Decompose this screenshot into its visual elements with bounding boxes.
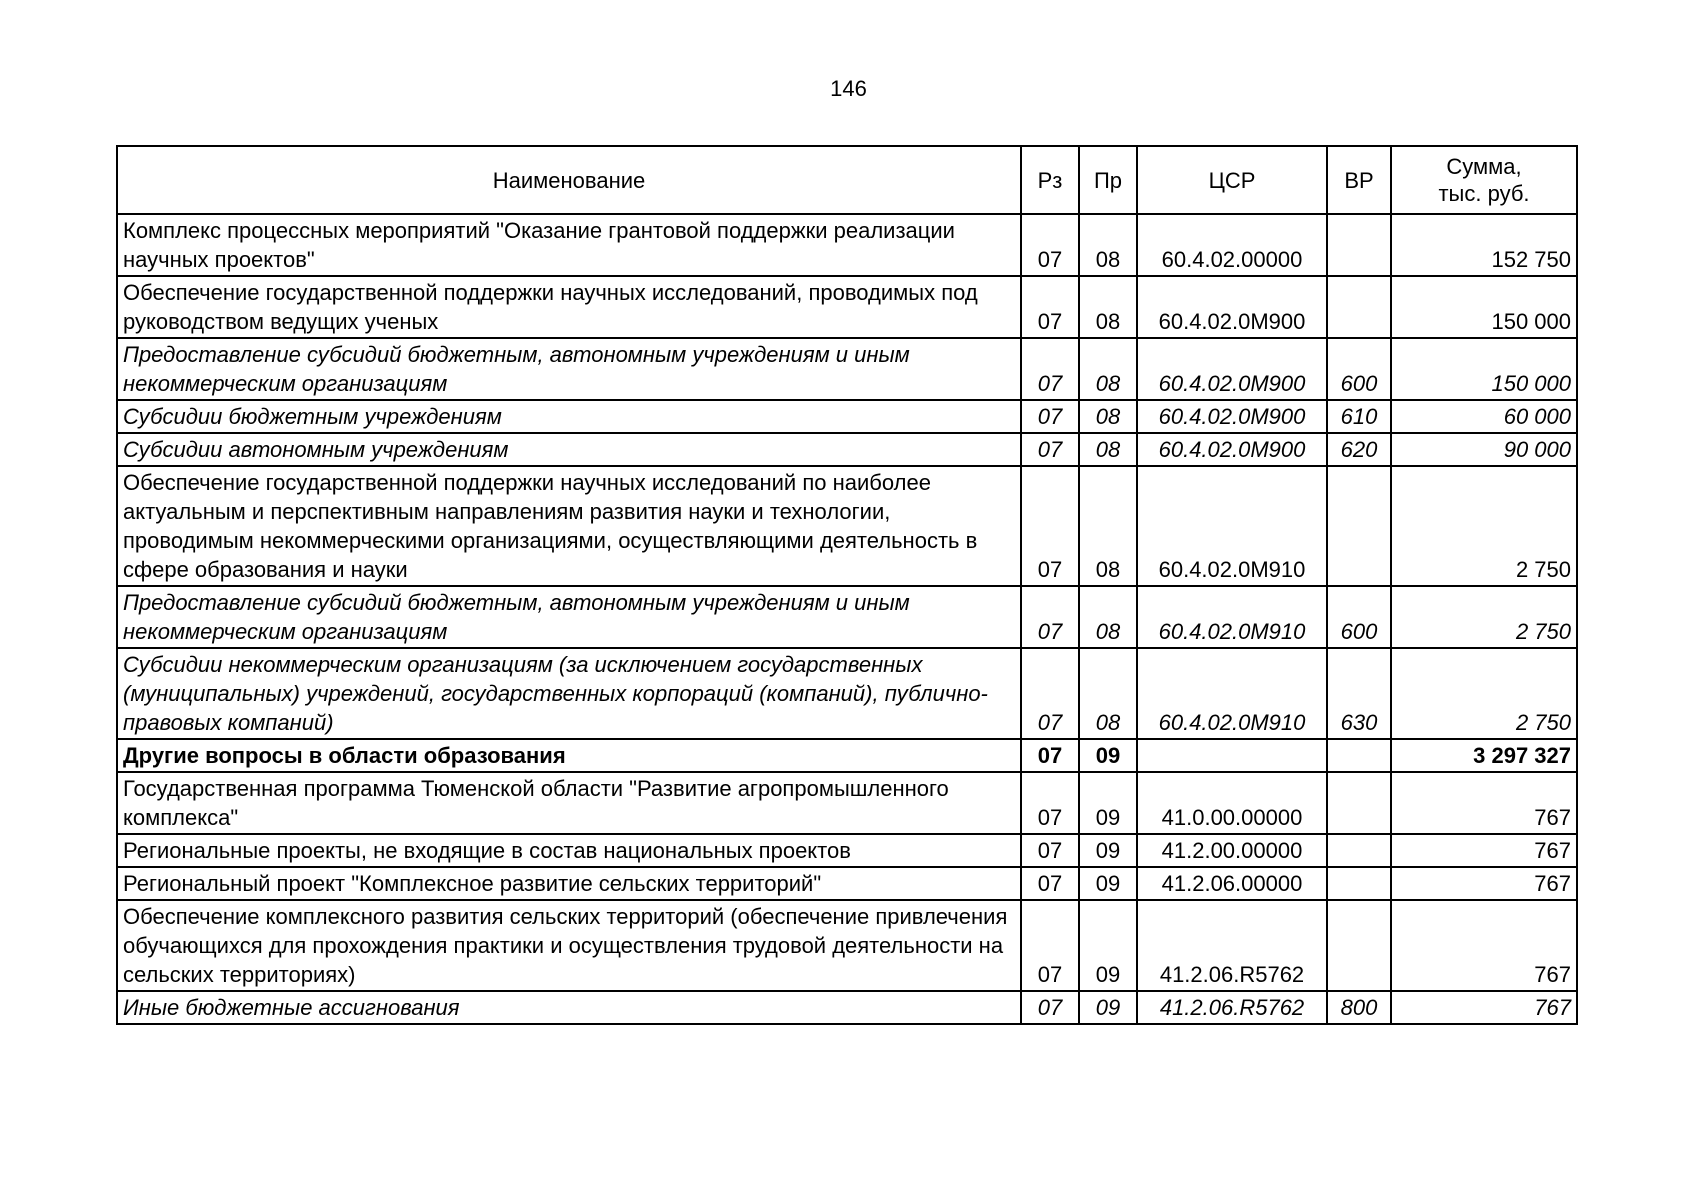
cell-csr	[1137, 739, 1327, 772]
cell-rz: 07	[1021, 214, 1079, 276]
cell-rz: 07	[1021, 276, 1079, 338]
cell-vr: 800	[1327, 991, 1391, 1024]
cell-pr: 08	[1079, 400, 1137, 433]
cell-sum: 767	[1391, 867, 1577, 900]
cell-name: Государственная программа Тюменской области "Развитие агропромышленного комплекса"	[117, 772, 1021, 834]
table-row	[117, 433, 1577, 466]
header-rz: Рз	[1021, 146, 1079, 214]
cell-sum: 2 750	[1391, 466, 1577, 586]
header-name: Наименование	[117, 146, 1021, 214]
table-row	[117, 834, 1577, 867]
cell-sum: 152 750	[1391, 214, 1577, 276]
cell-name: Обеспечение государственной поддержки научных исследований по наиболее актуальным и перспективным направлениям развития науки и технологии, проводимым некоммерческими организациями, осуществляющими деятельность в сфере образования и науки	[117, 466, 1021, 586]
header-vr: ВР	[1327, 146, 1391, 214]
cell-rz: 07	[1021, 900, 1079, 991]
cell-name: Комплекс процессных мероприятий "Оказание грантовой поддержки реализации научных проектов"	[117, 214, 1021, 276]
cell-vr: 630	[1327, 648, 1391, 739]
cell-name: Обеспечение государственной поддержки научных исследований, проводимых под руководством ведущих ученых	[117, 276, 1021, 338]
header-csr: ЦСР	[1137, 146, 1327, 214]
cell-name: Региональные проекты, не входящие в состав национальных проектов	[117, 834, 1021, 867]
cell-vr	[1327, 900, 1391, 991]
cell-name: Другие вопросы в области образования	[117, 739, 1021, 772]
cell-name: Региональный проект "Комплексное развитие сельских территорий"	[117, 867, 1021, 900]
cell-rz: 07	[1021, 400, 1079, 433]
cell-sum: 767	[1391, 772, 1577, 834]
cell-vr: 600	[1327, 586, 1391, 648]
cell-sum: 2 750	[1391, 648, 1577, 739]
cell-name: Обеспечение комплексного развития сельских территорий (обеспечение привлечения обучающихся для прохождения практики и осуществления трудовой деятельности на сельских территориях)	[117, 900, 1021, 991]
cell-pr: 09	[1079, 867, 1137, 900]
cell-vr: 610	[1327, 400, 1391, 433]
cell-sum: 90 000	[1391, 433, 1577, 466]
cell-pr: 08	[1079, 586, 1137, 648]
cell-pr: 09	[1079, 991, 1137, 1024]
cell-pr: 08	[1079, 648, 1137, 739]
cell-csr: 41.0.00.00000	[1137, 772, 1327, 834]
cell-csr: 41.2.06.R5762	[1137, 900, 1327, 991]
cell-rz: 07	[1021, 433, 1079, 466]
table-row	[117, 772, 1577, 834]
header-pr: Пр	[1079, 146, 1137, 214]
cell-vr	[1327, 739, 1391, 772]
cell-name: Субсидии бюджетным учреждениям	[117, 400, 1021, 433]
cell-csr: 60.4.02.0М910	[1137, 466, 1327, 586]
table-row	[117, 648, 1577, 739]
header-sum: Сумма, тыс. руб.	[1391, 146, 1577, 214]
cell-vr	[1327, 867, 1391, 900]
cell-name: Иные бюджетные ассигнования	[117, 991, 1021, 1024]
cell-vr	[1327, 834, 1391, 867]
table-body	[117, 214, 1577, 1024]
cell-rz: 07	[1021, 739, 1079, 772]
cell-vr	[1327, 772, 1391, 834]
cell-pr: 08	[1079, 276, 1137, 338]
cell-csr: 60.4.02.0М900	[1137, 338, 1327, 400]
cell-csr: 60.4.02.0М910	[1137, 648, 1327, 739]
cell-pr: 09	[1079, 900, 1137, 991]
cell-sum: 767	[1391, 991, 1577, 1024]
cell-pr: 08	[1079, 433, 1137, 466]
cell-csr: 60.4.02.00000	[1137, 214, 1327, 276]
table-row	[117, 739, 1577, 772]
table-row	[117, 466, 1577, 586]
cell-vr: 600	[1327, 338, 1391, 400]
cell-csr: 41.2.06.00000	[1137, 867, 1327, 900]
cell-sum: 3 297 327	[1391, 739, 1577, 772]
cell-vr	[1327, 466, 1391, 586]
cell-vr: 620	[1327, 433, 1391, 466]
cell-vr	[1327, 214, 1391, 276]
cell-rz: 07	[1021, 772, 1079, 834]
cell-sum: 767	[1391, 900, 1577, 991]
table-row	[117, 900, 1577, 991]
table-row	[117, 338, 1577, 400]
page-number: 146	[830, 76, 867, 101]
cell-csr: 60.4.02.0М910	[1137, 586, 1327, 648]
budget-table	[116, 145, 1578, 1025]
table-row	[117, 586, 1577, 648]
cell-rz: 07	[1021, 834, 1079, 867]
cell-sum: 60 000	[1391, 400, 1577, 433]
cell-sum: 2 750	[1391, 586, 1577, 648]
cell-csr: 60.4.02.0М900	[1137, 276, 1327, 338]
cell-csr: 60.4.02.0М900	[1137, 400, 1327, 433]
table-header-row	[117, 146, 1577, 214]
cell-rz: 07	[1021, 586, 1079, 648]
cell-pr: 09	[1079, 834, 1137, 867]
cell-rz: 07	[1021, 991, 1079, 1024]
cell-pr: 08	[1079, 214, 1137, 276]
cell-pr: 09	[1079, 772, 1137, 834]
cell-rz: 07	[1021, 338, 1079, 400]
cell-csr: 60.4.02.0М900	[1137, 433, 1327, 466]
cell-sum: 767	[1391, 834, 1577, 867]
table-row	[117, 991, 1577, 1024]
cell-name: Предоставление субсидий бюджетным, автономным учреждениям и иным некоммерческим организациям	[117, 586, 1021, 648]
cell-vr	[1327, 276, 1391, 338]
cell-csr: 41.2.00.00000	[1137, 834, 1327, 867]
table-row	[117, 867, 1577, 900]
cell-name: Предоставление субсидий бюджетным, автономным учреждениям и иным некоммерческим организациям	[117, 338, 1021, 400]
cell-csr: 41.2.06.R5762	[1137, 991, 1327, 1024]
cell-pr: 09	[1079, 739, 1137, 772]
cell-rz: 07	[1021, 466, 1079, 586]
cell-sum: 150 000	[1391, 338, 1577, 400]
cell-pr: 08	[1079, 338, 1137, 400]
cell-name: Субсидии автономным учреждениям	[117, 433, 1021, 466]
table-row	[117, 276, 1577, 338]
cell-sum: 150 000	[1391, 276, 1577, 338]
table-row	[117, 400, 1577, 433]
cell-rz: 07	[1021, 867, 1079, 900]
table-row	[117, 214, 1577, 276]
cell-pr: 08	[1079, 466, 1137, 586]
cell-name: Субсидии некоммерческим организациям (за исключением государственных (муниципальных) учреждений, государственных корпораций (компаний), публично-правовых компаний)	[117, 648, 1021, 739]
cell-rz: 07	[1021, 648, 1079, 739]
